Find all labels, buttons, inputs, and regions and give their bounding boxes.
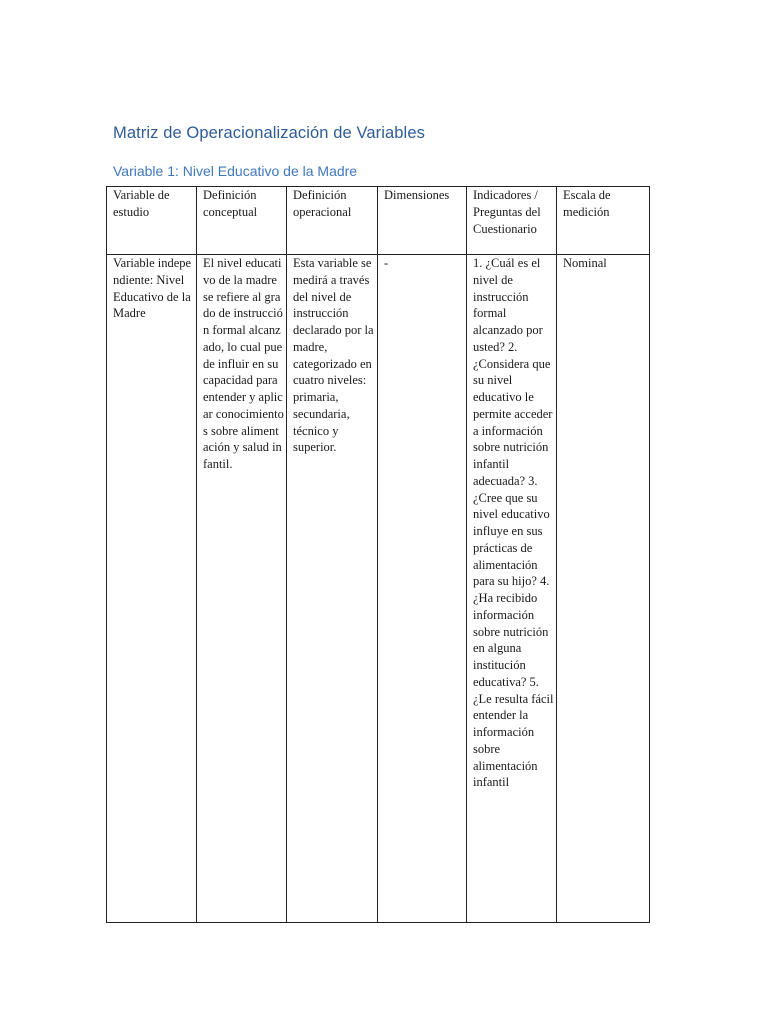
cell-definicion-conceptual: El nivel educativo de la madre se refiere al grado de instrucción formal alcanzado, lo cual puede influir en su capacidad para entender y aplicar conocimientos sobre alimentación y salud infantil. bbox=[197, 255, 287, 923]
document-title: Matriz de Operacionalización de Variables bbox=[113, 124, 425, 142]
header-definicion-conceptual: Definición conceptual bbox=[197, 187, 287, 255]
table-header-row bbox=[107, 187, 650, 255]
cell-definicion-operacional: Esta variable se medirá a través del nivel de instrucción declarado por la madre, categorizado en cuatro niveles: primaria, secundaria, técnico y superior. bbox=[287, 255, 378, 923]
table-row bbox=[107, 255, 650, 923]
cell-escala: Nominal bbox=[557, 255, 650, 923]
cell-variable: Variable independiente: Nivel Educativo de la Madre bbox=[107, 255, 197, 923]
operationalization-table bbox=[106, 186, 650, 923]
header-indicadores: Indicadores / Preguntas del Cuestionario bbox=[467, 187, 557, 255]
cell-indicadores: 1. ¿Cuál es el nivel de instrucción formal alcanzado por usted? 2. ¿Considera que su nivel educativo le permite acceder a información sobre nutrición infantil adecuada? 3. ¿Cree que su nivel educativo influye en sus prácticas de alimentación para su hijo? 4. ¿Ha recibido información sobre nutrición en alguna institución educativa? 5. ¿Le resulta fácil entender la información sobre alimentación infantil bbox=[467, 255, 557, 923]
header-escala-de-medicion: Escala de medición bbox=[557, 187, 650, 255]
cell-dimensiones: - bbox=[378, 255, 467, 923]
header-definicion-operacional: Definición operacional bbox=[287, 187, 378, 255]
header-variable-de-estudio: Variable de estudio bbox=[107, 187, 197, 255]
section-heading: Variable 1: Nivel Educativo de la Madre bbox=[113, 163, 358, 179]
header-dimensiones: Dimensiones bbox=[378, 187, 467, 255]
